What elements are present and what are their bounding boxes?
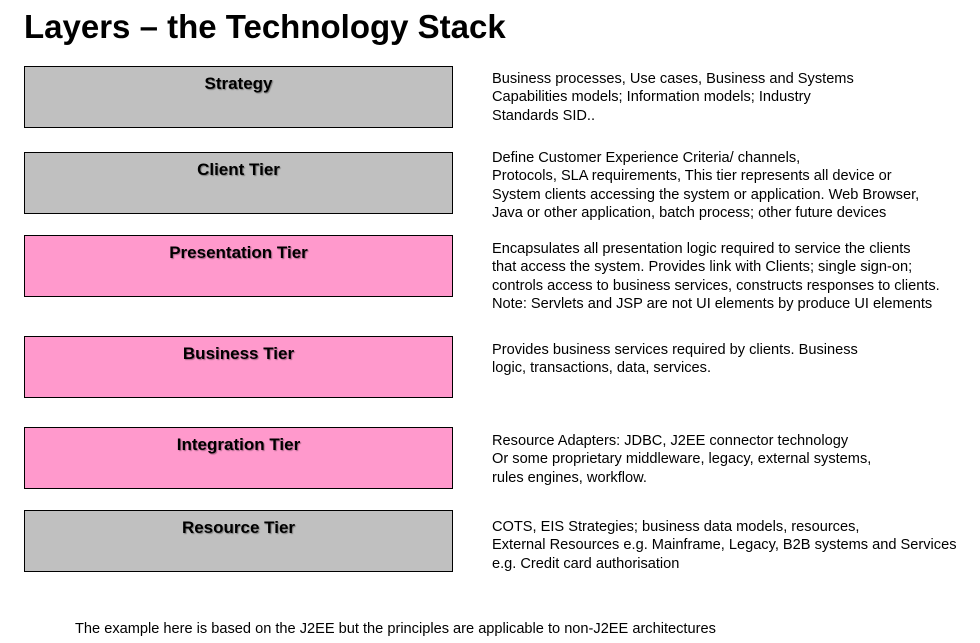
- layer-box-integration-tier: [24, 427, 453, 489]
- layer-description: COTS, EIS Strategies; business data models, resources, External Resources e.g. Mainframe, Legacy, B2B systems and Services e.g. Credit card authorisation: [492, 519, 957, 572]
- layer-box-presentation-tier: [24, 235, 453, 297]
- layer-label: Integration Tier: [176, 435, 301, 454]
- layer-label: Strategy: [204, 74, 273, 93]
- layer-description: Encapsulates all presentation logic required to service the clients that access the system. Provides link with Clients; single sign-on; controls access to business services, constructs responses to clients. Note: Servlets and JSP are not UI elements by produce UI elements: [492, 241, 940, 312]
- layer-description: Business processes, Use cases, Business and Systems Capabilities models; Information models; Industry Standards SID..: [492, 71, 854, 124]
- layer-label: Resource Tier: [181, 518, 296, 537]
- footnote: The example here is based on the J2EE but the principles are applicable to non-J2EE architectures: [75, 621, 716, 637]
- layer-label: Presentation Tier: [169, 243, 308, 262]
- layer-box-business-tier: [24, 336, 453, 398]
- layer-box-resource-tier: [24, 510, 453, 572]
- layer-box-client-tier: [24, 152, 453, 214]
- page-title: Layers – the Technology Stack: [24, 8, 506, 45]
- layer-label: Client Tier: [197, 160, 280, 179]
- layer-description: Resource Adapters: JDBC, J2EE connector technology Or some proprietary middleware, legacy, external systems, rules engines, workflow.: [492, 433, 872, 486]
- layer-label: Business Tier: [182, 344, 295, 363]
- layer-description: Provides business services required by clients. Business logic, transactions, data, services.: [492, 342, 858, 377]
- layer-box-strategy: [24, 66, 453, 128]
- layer-description: Define Customer Experience Criteria/ channels, Protocols, SLA requirements, This tier represents all device or System clients accessing the system or application. Web Browser, Java or other application, batch process; other future devices: [492, 150, 920, 221]
